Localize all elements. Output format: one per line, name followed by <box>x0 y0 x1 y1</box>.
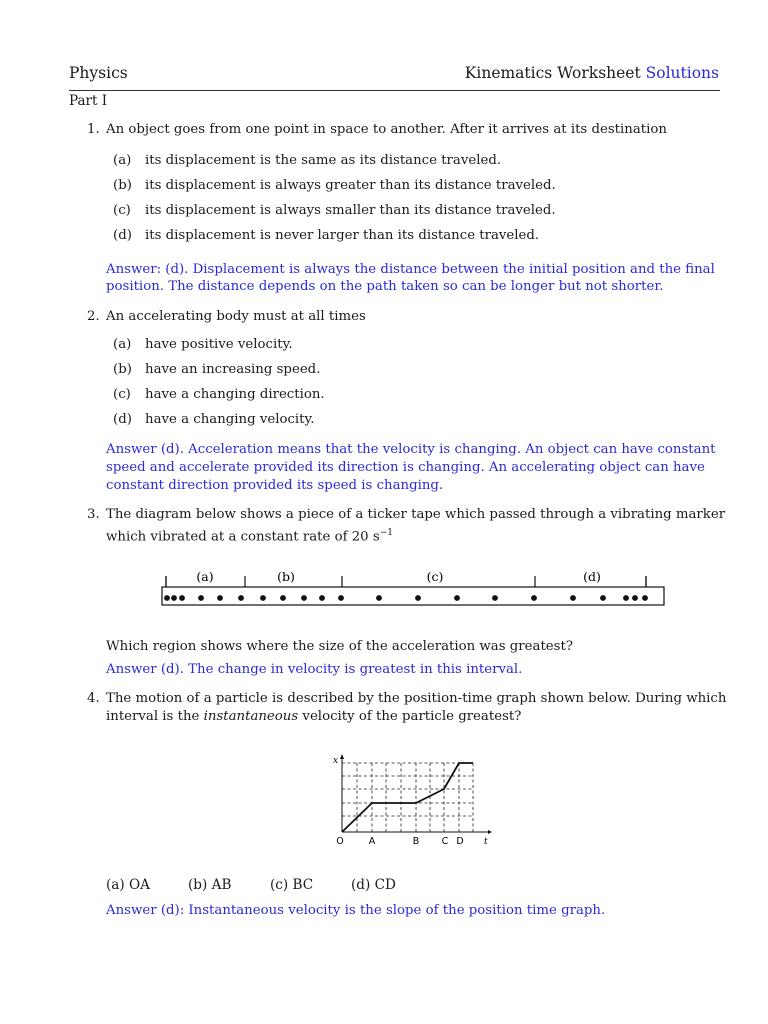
q3-text-line2-main: which vibrated at a constant rate of 20 s <box>106 529 380 545</box>
y-axis-arrow <box>340 754 344 759</box>
q2-answer-line2: speed and accelerate provided its direction is changing. An accelerating object can have <box>106 460 705 475</box>
q2-option-d-label: (d) <box>113 412 132 427</box>
q4-choice-b: (b) AB <box>188 877 232 893</box>
q2-option-c <box>113 386 325 404</box>
q2-option-a-text: have positive velocity. <box>145 337 293 352</box>
q1-text: An object goes from one point in space to another. After it arrives at its destination <box>106 122 667 137</box>
q1-option-c-label: (c) <box>113 203 131 218</box>
tape-dot <box>632 595 638 601</box>
q4-text-line2-em: instantaneous <box>203 709 299 724</box>
q2-option-c-text: have a changing direction. <box>145 387 325 402</box>
tape-dot <box>280 595 286 601</box>
tape-dot <box>338 595 344 601</box>
header-title-text: Kinematics Worksheet <box>464 64 641 82</box>
q3-answer: Answer (d). The change in velocity is greatest in this interval. <box>106 662 523 677</box>
q2-number: 2. <box>87 309 100 324</box>
q4-text-line1: The motion of a particle is described by the position-time graph shown below. During which <box>106 691 727 706</box>
tape-dot <box>319 595 325 601</box>
q3-text-line1: The diagram below shows a piece of a ticker tape which passed through a vibrating marker <box>106 507 726 522</box>
part-heading: Part I <box>69 93 108 109</box>
q4-choice-c: (c) BC <box>270 877 314 893</box>
q1-number: 1. <box>87 122 100 137</box>
q1-answer-line2: position. The distance depends on the path taken so can be longer but not shorter. <box>106 279 664 294</box>
q4-number: 4. <box>87 691 100 706</box>
q1-option-a <box>113 152 501 170</box>
q2-answer-line3: constant direction provided its speed is changing. <box>106 478 444 493</box>
tape-strip <box>162 587 664 605</box>
tick-label-o: O <box>336 836 344 847</box>
header-solutions: Solutions <box>645 64 719 82</box>
q2-option-d <box>113 411 314 429</box>
x-axis-arrow <box>488 830 492 834</box>
q4-answer: Answer (d): Instantaneous velocity is the slope of the position time graph. <box>106 903 606 918</box>
tape-dots <box>164 595 648 601</box>
tape-dot <box>301 595 307 601</box>
q3-text-line2 <box>106 524 393 546</box>
q2-option-c-label: (c) <box>113 387 131 402</box>
q3-question: Which region shows where the size of the acceleration was greatest? <box>106 639 573 654</box>
q1-option-a-text: its displacement is the same as its distance traveled. <box>145 153 502 168</box>
tape-label-a: (a) <box>196 569 214 584</box>
q2-text: An accelerating body must at all times <box>106 309 366 324</box>
tick-label-d: D <box>456 836 464 847</box>
q1-option-c <box>113 202 556 220</box>
header-rule <box>69 90 720 91</box>
tape-dot <box>492 595 498 601</box>
q2-option-b <box>113 361 320 379</box>
q2-option-d-text: have a changing velocity. <box>145 412 315 427</box>
q4-choice-a: (a) OA <box>106 877 150 893</box>
q4-choice-d: (d) CD <box>351 877 396 893</box>
tape-dot <box>238 595 244 601</box>
q1-option-b-text: its displacement is always greater than its distance traveled. <box>145 178 556 193</box>
q1-answer-line1: Answer: (d). Displacement is always the distance between the initial position and the final <box>106 262 715 277</box>
position-curve <box>342 763 473 832</box>
q4-text-line2-pre: interval is the <box>106 709 204 724</box>
header-subject: Physics <box>69 64 128 82</box>
q2-option-b-label: (b) <box>113 362 132 377</box>
q4-text-line2 <box>106 708 521 726</box>
tape-dot <box>376 595 382 601</box>
q2-answer-line1: Answer (d). Acceleration means that the velocity is changing. An object can have constant <box>106 442 716 457</box>
tape-dot <box>531 595 537 601</box>
tape-label-d: (d) <box>583 569 601 584</box>
tick-label-b: B <box>412 836 420 847</box>
tape-dot <box>415 595 421 601</box>
tape-dot <box>600 595 606 601</box>
q1-option-c-text: its displacement is always smaller than its distance traveled. <box>145 203 556 218</box>
tape-label-b: (b) <box>277 569 295 584</box>
y-axis-label: x <box>333 756 339 766</box>
position-time-graph <box>320 752 500 852</box>
q2-option-a-label: (a) <box>113 337 132 352</box>
ticker-tape-diagram <box>161 565 667 645</box>
tape-dot <box>217 595 223 601</box>
q3-text-line2-exponent: −1 <box>379 528 393 538</box>
tape-dot <box>260 595 266 601</box>
header-title <box>465 64 719 82</box>
tape-dot <box>642 595 648 601</box>
tape-dot <box>570 595 576 601</box>
q1-option-d-text: its displacement is never larger than its distance traveled. <box>145 228 540 243</box>
q4-text-line2-post: velocity of the particle greatest? <box>298 709 522 724</box>
q2-option-b-text: have an increasing speed. <box>145 362 321 377</box>
q3-number: 3. <box>87 507 100 522</box>
q1-option-b-label: (b) <box>113 178 132 193</box>
tick-label-c: C <box>441 836 449 847</box>
q1-option-d <box>113 227 539 245</box>
q1-option-a-label: (a) <box>113 153 132 168</box>
q4-choices <box>106 876 396 894</box>
q1-option-d-label: (d) <box>113 228 132 243</box>
tick-label-a: A <box>368 836 376 847</box>
q2-option-a <box>113 336 293 354</box>
tape-dot <box>454 595 460 601</box>
q1-option-b <box>113 177 556 195</box>
tape-label-c: (c) <box>426 569 444 584</box>
tape-dot <box>623 595 629 601</box>
tape-dot <box>179 595 185 601</box>
tape-dot <box>164 595 170 601</box>
tape-dot <box>198 595 204 601</box>
x-axis-label: t <box>484 837 488 847</box>
tape-dot <box>171 595 177 601</box>
